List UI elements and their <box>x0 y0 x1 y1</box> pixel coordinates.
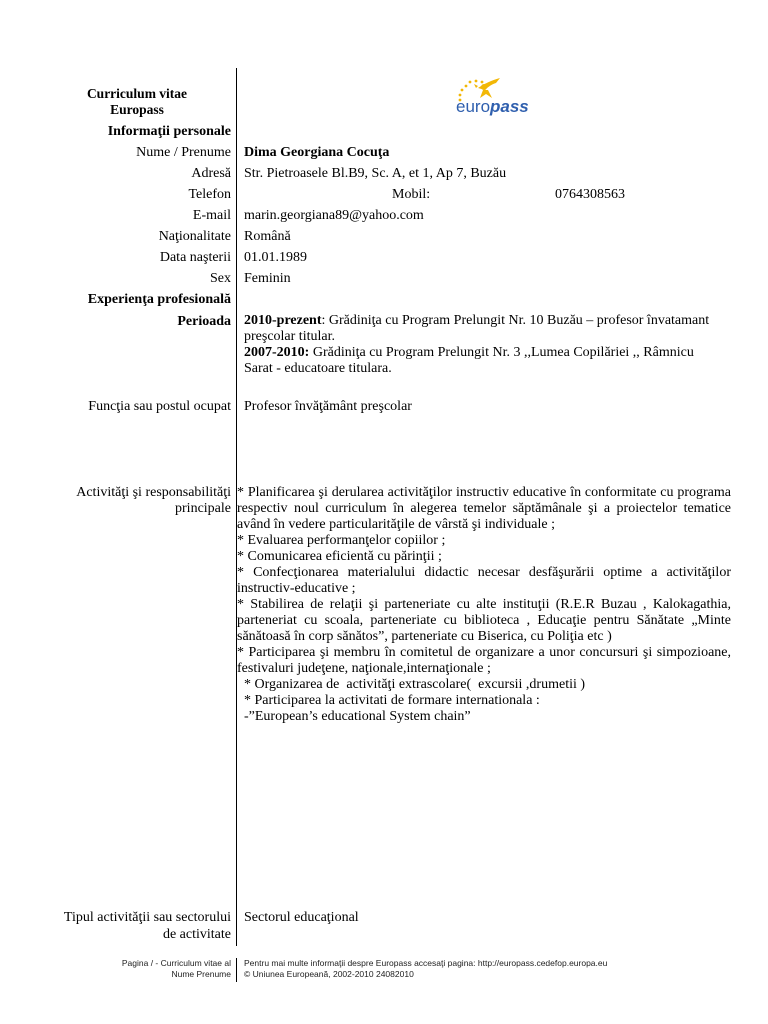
address-value: Str. Pietroasele Bl.B9, Sc. A, et 1, Ap 7, Buzău <box>244 166 507 181</box>
footer-left-line1: Pagina / - Curriculum vitae al <box>121 958 231 968</box>
activity-item: * Participarea la activitati de formare internationala : <box>237 693 540 708</box>
europass-logo-graphic <box>436 72 536 116</box>
address-label: Adresă <box>191 166 231 181</box>
activity-item: * Planificarea şi derularea activităţilor instructiv educative în conformitate cu programa respectiv noul curriculum în alegerea temelor săptămânale şi a proiectelor tematice având în vedere particularităţile de vârstă şi individuale ; <box>237 485 731 532</box>
footer-left-line2: Nume Prenume <box>171 969 231 979</box>
mobile-label: Mobil: <box>392 187 431 202</box>
activity-item: * Participarea şi membru în comitetul de organizare a unor concursuri şi simpozioane, festivaluri judeţene, naţionale,internaţionale ; <box>237 645 731 676</box>
section-personal-info: Informaţii personale <box>107 124 231 139</box>
period-entry-2 <box>244 345 714 377</box>
section-experience: Experienţa profesională <box>87 292 231 307</box>
birth-label: Data naşterii <box>159 250 231 265</box>
cv-title <box>56 86 218 118</box>
activity-item: * Evaluarea performanţelor copiilor ; <box>237 533 446 548</box>
footer-right-line1: Pentru mai multe informaţii despre Europass accesaţi pagina: http://europass.cedefop.europa.eu <box>244 958 608 968</box>
sex-value: Feminin <box>244 271 291 286</box>
footer-right-line2: © Uniunea Europeană, 2002-2010 24082010 <box>244 969 414 979</box>
email-label: E-mail <box>192 208 231 223</box>
activities-label-line1: Activităţi şi responsabilităţi <box>76 485 231 500</box>
activity-item: -”European’s educational System chain” <box>237 709 471 724</box>
sector-label-line2: de activitate <box>162 927 231 942</box>
sector-label-line1: Tipul activităţii sau sectorului <box>63 910 231 925</box>
period-1-text: : Grădiniţa cu Program Prelungit Nr. 10 Buzău – profesor învatamant preşcolar titular. <box>244 313 710 344</box>
phone-label: Telefon <box>188 187 231 202</box>
footer-divider <box>236 958 237 982</box>
activities-list <box>237 485 731 725</box>
activity-item: * Confecţionarea materialului didactic necesar desfăşurării optime a activităţilor instructiv-educative ; <box>237 565 731 596</box>
activity-item: * Comunicarea eficientă cu părinţii ; <box>237 549 442 564</box>
name-value: Dima Georgiana Cocuţa <box>244 145 390 160</box>
email-value: marin.georgiana89@yahoo.com <box>244 208 424 223</box>
activities-label <box>20 485 231 517</box>
europass-logo <box>436 72 536 116</box>
position-label: Funcţia sau postul ocupat <box>88 399 231 414</box>
logo-text-euro: euro <box>456 97 491 116</box>
cv-title-line2: Europass <box>110 102 164 117</box>
birth-value: 01.01.1989 <box>244 250 307 265</box>
sector-label <box>20 909 231 943</box>
logo-text-pass: pass <box>490 97 529 116</box>
activity-item: * Organizarea de activităţi extrascolare( excursii ,drumetii ) <box>237 677 586 692</box>
activity-item: * Stabilirea de relaţii şi parteneriate cu alte instituţii (R.E.R Buzau , Kalokagathia, parteneriat cu scoala, parteneriate cu biblioteca , Educaţie pentru Sănătate „Minte sănătoasă în corp sănătos”, parteneriate cu Biserica, cu Poliţia etc ) <box>237 597 731 644</box>
period-2-years: 2007-2010: <box>244 345 310 360</box>
period-2-text: Grădiniţa cu Program Prelungit Nr. 3 ,,Lumea Copilăriei ,, Râmnicu Sarat - educatoare titulara. <box>244 345 694 376</box>
cv-title-line1: Curriculum vitae <box>86 86 188 101</box>
sex-label: Sex <box>210 271 231 286</box>
nationality-value: Română <box>244 229 291 244</box>
name-label: Nume / Prenume <box>136 145 231 160</box>
period-label: Perioada <box>177 314 231 329</box>
mobile-value: 0764308563 <box>555 187 625 202</box>
footer-left <box>40 958 231 980</box>
period-1-years: 2010-prezent <box>244 313 322 328</box>
sector-value: Sectorul educaţional <box>244 910 359 925</box>
footer-right <box>244 958 744 980</box>
nationality-label: Naţionalitate <box>158 229 231 244</box>
period-entry-1 <box>244 313 714 345</box>
position-value: Profesor învăţământ preşcolar <box>244 399 412 414</box>
activities-label-line2: principale <box>175 501 231 516</box>
period-value <box>244 313 714 377</box>
